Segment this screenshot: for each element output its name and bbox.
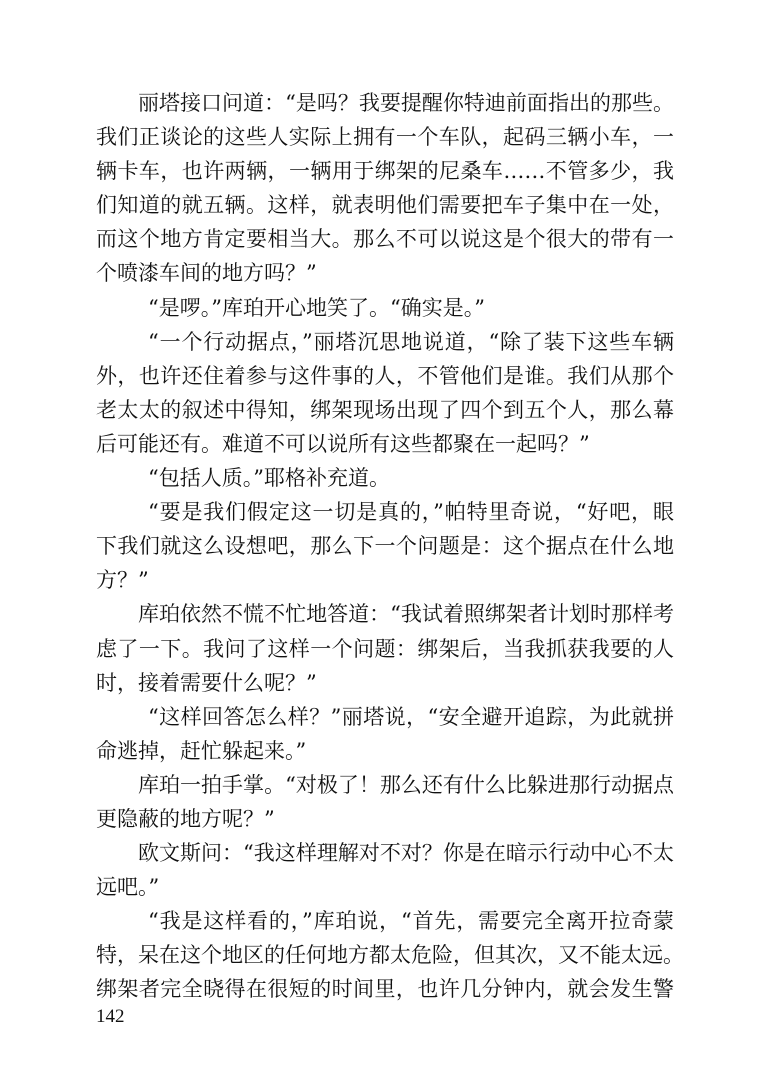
text-line: 丽塔接口问道：“是吗？我要提醒你特迪前面指出的那些。: [138, 91, 674, 115]
text-line: 远吧。”: [96, 875, 160, 900]
text-line: “一个行动据点，”丽塔沉思地说道，“除了装下这些车辆: [148, 329, 674, 354]
text-line: 虑了一下。我问了这样一个问题：绑架后，当我抓获我要的人: [96, 636, 674, 661]
text-line: 而这个地方肯定要相当大。那么不可以说这是个很大的带有一: [96, 227, 674, 252]
text-line: 下我们就这么设想吧，那么下一个问题是：这个据点在什么地: [96, 534, 674, 559]
text-line: 绑架者完全晓得在很短的时间里，也许几分钟内，就会发生警: [96, 977, 674, 1002]
text-line: 库珀一拍手掌。“对极了！那么还有什么比躲进那行动据点: [138, 772, 674, 797]
text-line: 外，也许还住着参与这件事的人，不管他们是谁。我们从那个: [96, 363, 674, 388]
text-line: 更隐蔽的地方呢？”: [96, 806, 275, 831]
text-line: 时，接着需要什么呢？”: [96, 670, 317, 695]
text-line: 们知道的就五辆。这样，就表明他们需要把车子集中在一处，: [96, 193, 674, 218]
text-line: 后可能还有。难道不可以说所有这些都聚在一起吗？”: [96, 431, 590, 456]
text-line: “我是这样看的，”库珀说，“首先，需要完全离开拉奇蒙: [148, 909, 674, 934]
text-line: “包括人质。”耶格补充道。: [148, 466, 390, 491]
text-line: 欧文斯问：“我这样理解对不对？你是在暗示行动中心不太: [138, 841, 674, 866]
text-line: 特，呆在这个地区的任何地方都太危险，但其次，又不能太远。: [96, 943, 684, 968]
text-line: “要是我们假定这一切是真的，”帕特里奇说，“好吧，眼: [148, 500, 674, 525]
text-line: “是啰。”库珀开心地笑了。“确实是。”: [148, 295, 485, 320]
text-line: 方？”: [96, 568, 149, 593]
body-text: [96, 86, 684, 1007]
text-line: 个喷漆车间的地方吗？”: [96, 261, 317, 286]
text-line: 命逃掉，赶忙躲起来。”: [96, 738, 307, 763]
text-line: 我们正谈论的这些人实际上拥有一个车队，起码三辆小车，一: [96, 125, 674, 150]
text-line: 老太太的叙述中得知，绑架现场出现了四个到五个人，那么幕: [96, 397, 674, 422]
text-line: “这样回答怎么样？”丽塔说，“安全避开追踪，为此就拼: [148, 704, 674, 729]
page-number: 142: [96, 1006, 125, 1027]
text-line: 库珀依然不慌不忙地答道：“我试着照绑架者计划时那样考: [138, 602, 674, 627]
text-line: 辆卡车，也许两辆，一辆用于绑架的尼桑车……不管多少，我: [96, 159, 674, 184]
